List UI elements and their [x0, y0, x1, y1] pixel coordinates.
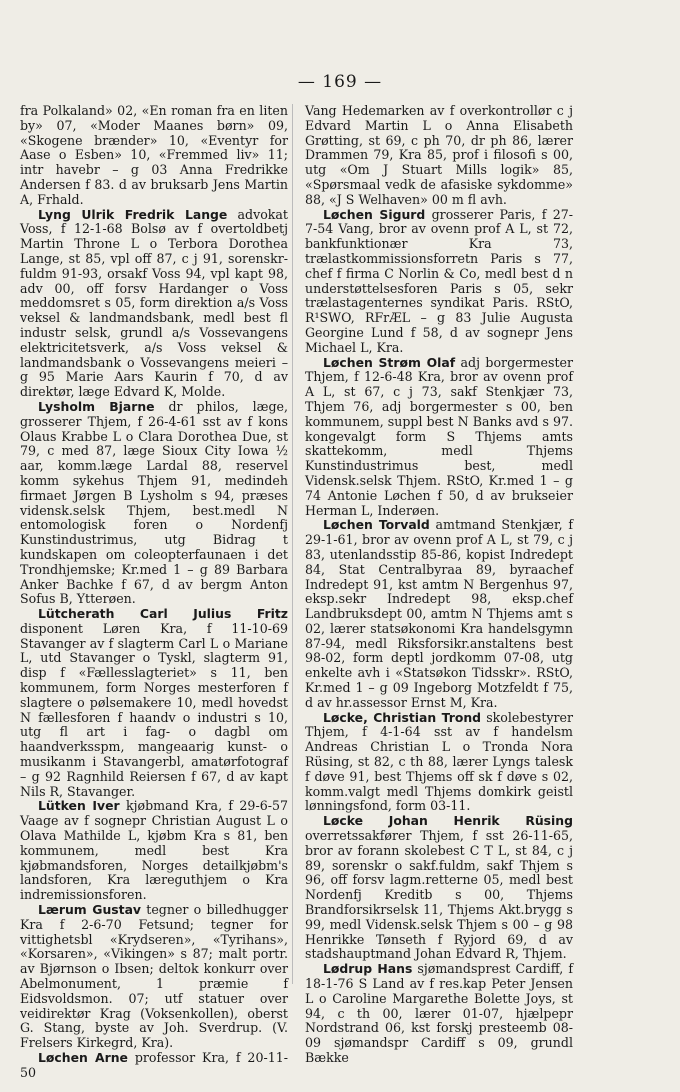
biography-entry: [20, 607, 288, 799]
entry-text: overretssakfører Thjem, f sst 26-11-65, bror av forann skolebest C T L, st 84, c j 89, sorenskr o sakf.fuldm, sakf Thjem s 96, off forsv lagm.retterne 05, medl best Nordenfj Kreditb s 00, Thjems Brandforsikrselsk 11, Thjems Akt.brygg s 99, medl Vidensk.selsk Thjem s 00 – g 98 Henrikke Tønseth f Ryjord 69, d av stadshauptmand Johan Edvard R, Thjem.: [305, 828, 573, 962]
entry-headword: Løchen Sigurd: [323, 206, 426, 222]
entry-headword: Lødrup Hans: [323, 961, 413, 977]
biography-entry: [20, 208, 288, 400]
entry-text: dr philos, læge, grosserer Thjem, f 26-4-61 sst av f kons Olaus Krabbe L o Clara Dorothea Due, st 79, c med 87, læge Sioux City Iowa ½ aar, komm.læge Lardal 88, reservel komm sykehus Thjem 91, medindeh firmaet Jørgen B Lysholm s 94, præses vidensk.selsk Thjem, best.medl N entomologisk foren o Nordenfj Kunstindustrimus, utg Bidrag t kundskapen om coleopterfaunaen i det Trondhjemske; Kr.med 1 – g 89 Barbara Anker Bachke f 67, d av bergm Anton Sofus B, Ytterøen.: [20, 398, 288, 607]
entry-text: Vang Hedemarken av f overkontrollør c j Edvard Martin L o Anna Elisabeth Grøtting, st 69, c ph 70, dr ph 86, lærer Drammen 79, Kra 85, prof i filosofi s 00, utg «Om J Stuart Mills logik» 85, «Spørsmaal vedk de afasiske sykdomme» 88, «J S Welhaven» 00 m fl avh.: [305, 103, 573, 207]
biography-entry: [305, 518, 573, 710]
biography-entry: [20, 903, 288, 1051]
page-number: — 169 —: [297, 72, 383, 92]
biography-entry: [305, 814, 573, 962]
biography-entry: [20, 400, 288, 607]
entry-headword: Lysholm Bjarne: [38, 398, 155, 414]
biography-entry: [305, 208, 573, 356]
entry-text: fra Polkaland» 02, «En roman fra en liten by» 07, «Moder Maanes børn» 09, «Skogene brænder» 10, «Eventyr for Aase o Esben» 10, «Fremmed liv» 11; intr havebr – g 03 Anna Fredrikke Andersen f 83. d av bruksarb Jens Martin A, Frhald.: [20, 103, 288, 207]
entry-text: professor Kra, f 20-11-50: [20, 1050, 288, 1080]
left-column: [20, 104, 288, 1081]
entry-text: disponent Løren Kra, f 11-10-69 Stavanger av f slagterm Carl L o Mariane L, utd Stavanger o Tyskl, slagterm 91, disp f «Fællesslagteriet» s 11, ben kommunem, form Norges mesterforen f slagtere o pølsemakere 10, medl hovedst N fællesforen f haandv o industri s 10, utg fl art i fag- o dagbl om haandverksspm, mangeaarig kunst- o musikanm i Stavangerbl, amatørfotograf – g 92 Ragnhild Reiersen f 67, d av kapt Nils R, Stavanger.: [20, 620, 288, 799]
biography-entry: [20, 799, 288, 903]
entry-text: advokat Voss, f 12-1-68 Bolsø av f overtoldbetj Martin Throne L o Terbora Dorothea Lange, st 85, vpl off 87, c j 91, sorenskr-fuldm 91-93, orsakf Voss 94, vpl kapt 98, adv 00, off forsv Hardanger o Voss meddomsret s 05, form direktion a/s Voss veksel & landmandsbank, medl best fl industr selsk, grundl a/s Vossevangens elektricitetsverk, a/s Voss veksel & landmandsbank o Vossevangens meieri – g 95 Marie Aars Kaurin f 70, d av direktør, læge Edvard K, Molde.: [20, 206, 288, 400]
entry-text: grosserer Paris, f 27-7-54 Vang, bror av ovenn prof A L, st 72, bankfunktionær Kra 73, trælastkommissionsforretn Paris s 77, chef f firma C Norlin & Co, medl best d n understøttelsesforen Paris s 05, sekr trælastagenternes syndikat Paris. RStO, R¹SWO, RFrÆL – g 83 Julie Augusta Georgine Lund f 58, d av sognepr Jens Michael L, Kra.: [305, 206, 573, 355]
entry-text: sjømandsprest Cardiff, f 18-1-76 S Land av f res.kap Peter Jensen L o Caroline Margarethe Bolette Joys, st 94, c th 00, lærer 01-07, hjælpepr Nordstrand 06, kst forskj presteemb 08-09 sjømandspr Cardiff s 09, grundl Bække: [305, 961, 573, 1065]
column-divider: [292, 104, 293, 984]
right-column: [305, 104, 573, 1066]
entry-headword: Lærum Gustav: [38, 902, 142, 918]
biography-entry: [20, 104, 288, 208]
entry-text: amtmand Stenkjær, f 29-1-61, bror av ovenn prof A L, st 79, c j 83, utenlandsstip 85-86, kopist Indredept 84, Stat Centralbyraa 89, byraachef Indredept 91, kst amtm N Bergenhus 97, eksp.sekr Indredept 98, eksp.chef Landbruksdept 00, amtm N Thjems amt s 02, lærer statsøkonomi Kra handelsgymn 87-94, medl Riksforsikr.anstaltens best 98-02, form deptl jordkomm 07-08, utg enkelte avh i «Statsøkon Tidsskr». RStO, Kr.med 1 – g 09 Ingeborg Motzfeldt f 75, d av hr.assessor Ernst M, Kra.: [305, 517, 573, 710]
entry-headword: Løcke Johan Henrik Rüsing: [323, 813, 573, 829]
entry-headword: Løchen Arne: [38, 1050, 128, 1065]
entry-headword: Løchen Torvald: [323, 517, 430, 533]
entry-headword: Løchen Strøm Olaf: [323, 354, 456, 370]
entry-headword: Lütcherath Carl Julius Fritz: [38, 606, 288, 622]
biography-entry: [305, 962, 573, 1066]
biography-entry: [305, 711, 573, 815]
biography-entry: [20, 1051, 288, 1081]
entry-text: kjøbmand Kra, f 29-6-57 Vaage av f sognepr Christian August L o Olava Mathilde L, kjøbm Kra s 81, ben kommunem, medl best Kra kjøbmandsforen, Norges detailkjøbm's landsforen, Kra læreguthjem o Kra indremissionsforen.: [20, 798, 288, 903]
biography-entry: [305, 356, 573, 519]
entry-headword: Lütken Iver: [38, 798, 120, 814]
biography-entry: [305, 104, 573, 208]
entry-headword: Lyng Ulrik Fredrik Lange: [38, 206, 228, 222]
entry-text: tegner o billedhugger Kra f 2-6-70 Fetsund; tegner for vittighetsbl «Krydseren», «Tyrihans», «Korsaren», «Vikingen» s 87; malt portr. av Bjørnson o Ibsen; deltok konkurr over Abelmonument, 1 præmie f Eidsvoldsmon. 07; utf statuer over veidirektør Krag (Voksenkollen), oberst G. Stang, byste av Joh. Sverdrup. (V. Frelsers Kirkegrd, Kra).: [20, 902, 288, 1051]
entry-headword: Løcke, Christian Trond: [323, 709, 482, 725]
entry-text: adj borgermester Thjem, f 12-6-48 Kra, bror av ovenn prof A L, st 67, c j 73, sakf Stenkjær 73, Thjem 76, adj borgermester s 00, ben kommunem, suppl best N Banks avd s 97. kongevalgt form S Thjems amts skattekomm, medl Thjems Kunstindustrimus best, medl Vidensk.selsk Thjem. RStO, Kr.med 1 – g 74 Antonie Løchen f 50, d av brukseier Herman L, Inderøen.: [305, 354, 574, 518]
entry-text: skolebestyrer Thjem, f 4-1-64 sst av f handelsm Andreas Christian L o Tronda Nora Rüsing, st 82, c th 88, lærer Lyngs talesk f døve 91, best Thjems off sk f døve s 02, komm.valgt medl Thjems domkirk geistl lønningsfond, form 03-11.: [305, 709, 573, 814]
